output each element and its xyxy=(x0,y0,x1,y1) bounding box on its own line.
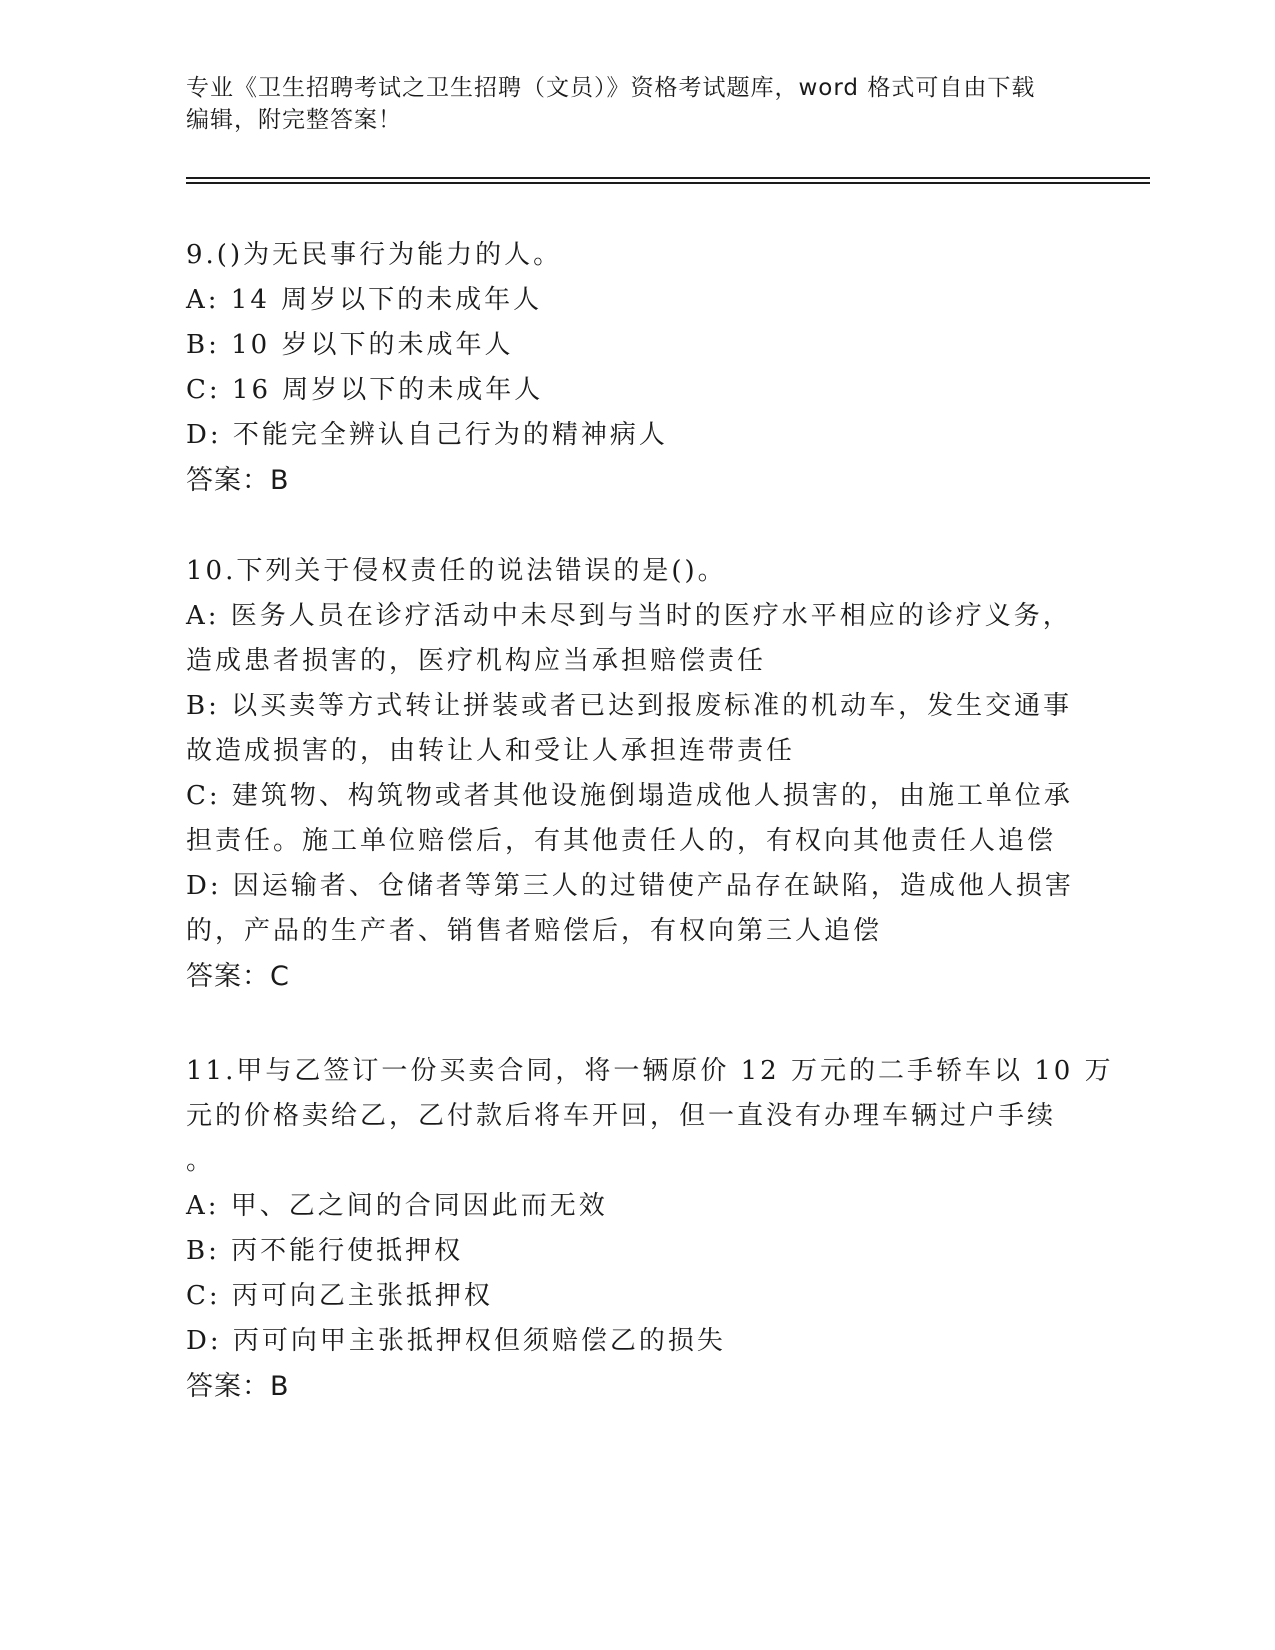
question-stem-end: 。 xyxy=(186,1146,216,1176)
question-stem-continued: 元的价格卖给乙，乙付款后将车开回，但一直没有办理车辆过户手续 xyxy=(186,1101,1057,1131)
option-d: D: 因运输者、仓储者等第三人的过错使产品存在缺陷，造成他人损害 xyxy=(186,871,1074,901)
header-line-1: 专业《卫生招聘考试之卫生招聘（文员）》资格考试题库，word 格式可自由下载 xyxy=(186,75,1036,101)
option-c: C: 丙可向乙主张抵押权 xyxy=(186,1281,493,1311)
document-header xyxy=(186,72,1066,136)
question-stem: 11.甲与乙签订一份买卖合同，将一辆原价 12 万元的二手轿车以 10 万 xyxy=(186,1056,1114,1086)
option-a-continued: 造成患者损害的，医疗机构应当承担赔偿责任 xyxy=(186,646,767,676)
option-b: B: 10 岁以下的未成年人 xyxy=(186,330,514,360)
answer: 答案：B xyxy=(186,465,290,496)
answer: 答案：B xyxy=(186,1371,290,1402)
option-b-continued: 故造成损害的，由转让人和受让人承担连带责任 xyxy=(186,736,796,766)
option-c-continued: 担责任。施工单位赔偿后，有其他责任人的，有权向其他责任人追偿 xyxy=(186,826,1057,856)
option-a: A: 14 周岁以下的未成年人 xyxy=(186,285,543,315)
option-d: D: 丙可向甲主张抵押权但须赔偿乙的损失 xyxy=(186,1326,726,1356)
option-b: B: 以买卖等方式转让拼装或者已达到报废标准的机动车，发生交通事 xyxy=(186,691,1073,721)
option-d-continued: 的，产品的生产者、销售者赔偿后，有权向第三人追偿 xyxy=(186,916,883,946)
header-line-2: 编辑，附完整答案！ xyxy=(186,107,402,133)
option-a: A: 甲、乙之间的合同因此而无效 xyxy=(186,1191,608,1221)
option-c: C: 16 周岁以下的未成年人 xyxy=(186,375,544,405)
option-c: C: 建筑物、构筑物或者其他设施倒塌造成他人损害的，由施工单位承 xyxy=(186,781,1073,811)
question-10 xyxy=(186,549,1074,999)
question-stem: 10.下列关于侵权责任的说法错误的是()。 xyxy=(186,556,727,586)
question-11 xyxy=(186,1049,1114,1409)
question-stem: 9.()为无民事行为能力的人。 xyxy=(186,240,563,270)
header-divider-top xyxy=(186,177,1150,179)
option-b: B: 丙不能行使抵押权 xyxy=(186,1236,464,1266)
answer: 答案：C xyxy=(186,961,290,992)
header-divider-bottom xyxy=(186,182,1150,184)
option-d: D: 不能完全辨认自己行为的精神病人 xyxy=(186,420,668,450)
option-a: A: 医务人员在诊疗活动中未尽到与当时的医疗水平相应的诊疗义务， xyxy=(186,601,1072,631)
question-9 xyxy=(186,233,1066,503)
